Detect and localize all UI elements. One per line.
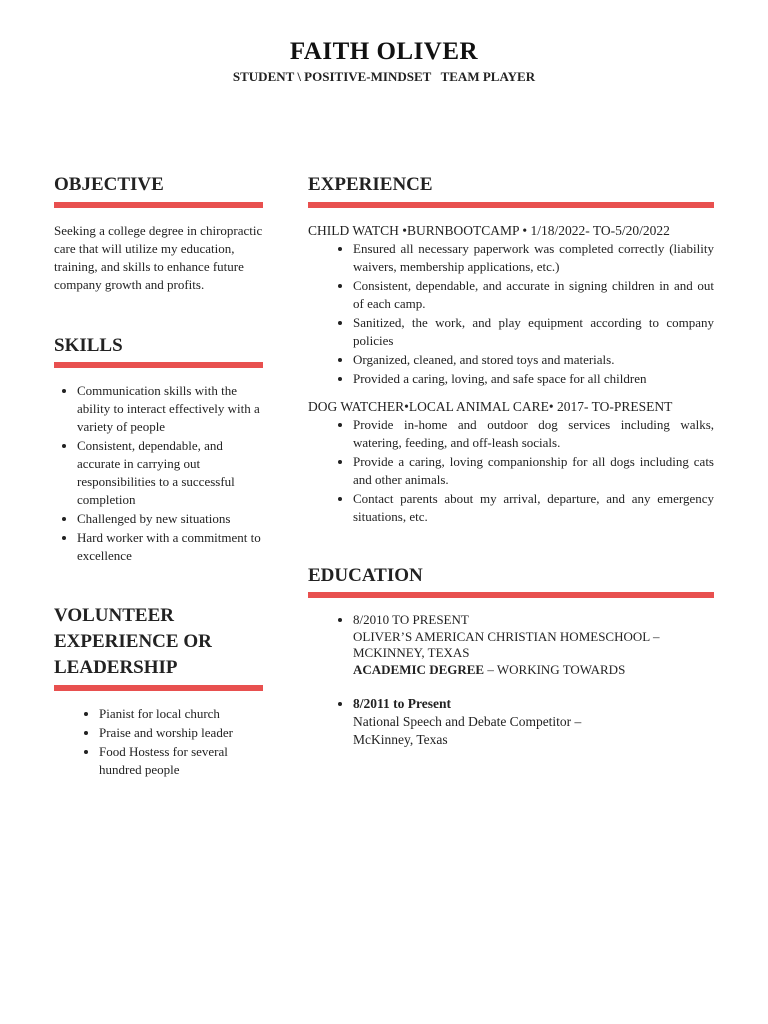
accent-divider bbox=[308, 202, 714, 208]
list-item: • Hard worker with a commitment to excellence bbox=[77, 529, 263, 565]
list-item: • Contact parents about my arrival, departure, and any emergency situations, etc. bbox=[353, 490, 714, 526]
education-entry bbox=[353, 612, 714, 678]
education-entry bbox=[353, 695, 714, 749]
list-item: • Consistent, dependable, and accurate in carrying out responsibilities to a successful completion bbox=[77, 437, 263, 509]
list-item: • Provide in-home and outdoor dog services including walks, watering, feeding, and off-leash socials. bbox=[353, 416, 714, 452]
volunteer-title: VOLUNTEER EXPERIENCE OR LEADERSHIP bbox=[54, 605, 212, 679]
accent-divider bbox=[54, 685, 263, 691]
volunteer-list bbox=[54, 705, 263, 779]
job-entry bbox=[308, 222, 714, 388]
skills-list bbox=[54, 382, 263, 565]
skills-section bbox=[54, 334, 263, 566]
education-section bbox=[308, 564, 714, 750]
degree-status: – WORKING TOWARDS bbox=[484, 661, 626, 677]
list-item: • Provided a caring, loving, and safe space for all children bbox=[353, 370, 714, 388]
volunteer-section bbox=[54, 603, 263, 779]
job-duties-list bbox=[308, 240, 714, 388]
job-heading: DOG WATCHER•LOCAL ANIMAL CARE• 2017- TO-PRESENT bbox=[308, 398, 673, 414]
education-activity: National Speech and Debate Competitor – bbox=[353, 714, 582, 730]
accent-divider bbox=[54, 202, 263, 208]
education-list bbox=[308, 612, 714, 749]
job-heading: CHILD WATCH •BURNBOOTCAMP • 1/18/2022- TO-5/20/2022 bbox=[308, 222, 670, 238]
education-school: OLIVER’S AMERICAN CHRISTIAN HOMESCHOOL – MCKINNEY, TEXAS bbox=[353, 628, 660, 661]
skills-title: SKILLS bbox=[54, 334, 123, 356]
objective-section bbox=[54, 173, 263, 294]
experience-title: EXPERIENCE bbox=[308, 174, 433, 195]
tagline: STUDENT \ POSITIVE-MINDSET TEAM PLAYER bbox=[232, 69, 536, 84]
accent-divider bbox=[308, 592, 714, 598]
list-item: • Sanitized, the work, and play equipment according to company policies bbox=[353, 314, 714, 350]
education-date: • 8/2010 TO PRESENT bbox=[353, 612, 469, 628]
right-column bbox=[308, 173, 714, 766]
education-degree bbox=[353, 662, 714, 679]
education-date: • 8/2011 to Present bbox=[353, 696, 451, 712]
resume-header bbox=[0, 38, 768, 85]
degree-label: ACADEMIC DEGREE bbox=[353, 661, 485, 677]
education-title: EDUCATION bbox=[308, 564, 423, 586]
left-column bbox=[54, 173, 263, 780]
candidate-name: FAITH OLIVER bbox=[289, 38, 479, 65]
list-item: • Pianist for local church bbox=[99, 705, 263, 723]
education-location: McKinney, Texas bbox=[353, 732, 448, 748]
objective-text: Seeking a college degree in chiropractic care that will utilize my education, training, and skills to enhance future company growth and profits. bbox=[54, 222, 263, 292]
list-item: • Ensured all necessary paperwork was completed correctly (liability waivers, membership applications, etc.) bbox=[353, 240, 714, 276]
list-item: • Organized, cleaned, and stored toys and materials. bbox=[353, 351, 714, 369]
list-item: • Food Hostess for several hundred people bbox=[99, 743, 263, 779]
list-item: • Challenged by new situations bbox=[77, 510, 263, 528]
experience-section bbox=[308, 173, 714, 526]
objective-title: OBJECTIVE bbox=[54, 174, 164, 195]
list-item: • Praise and worship leader bbox=[99, 724, 263, 742]
list-item: • Consistent, dependable, and accurate in signing children in and out of each camp. bbox=[353, 277, 714, 313]
job-duties-list bbox=[308, 416, 714, 526]
list-item: • Communication skills with the ability to interact effectively with a variety of people bbox=[77, 382, 263, 436]
job-entry bbox=[308, 398, 714, 526]
list-item: • Provide a caring, loving companionship for all dogs including cats and other animals. bbox=[353, 453, 714, 489]
accent-divider bbox=[54, 362, 263, 368]
